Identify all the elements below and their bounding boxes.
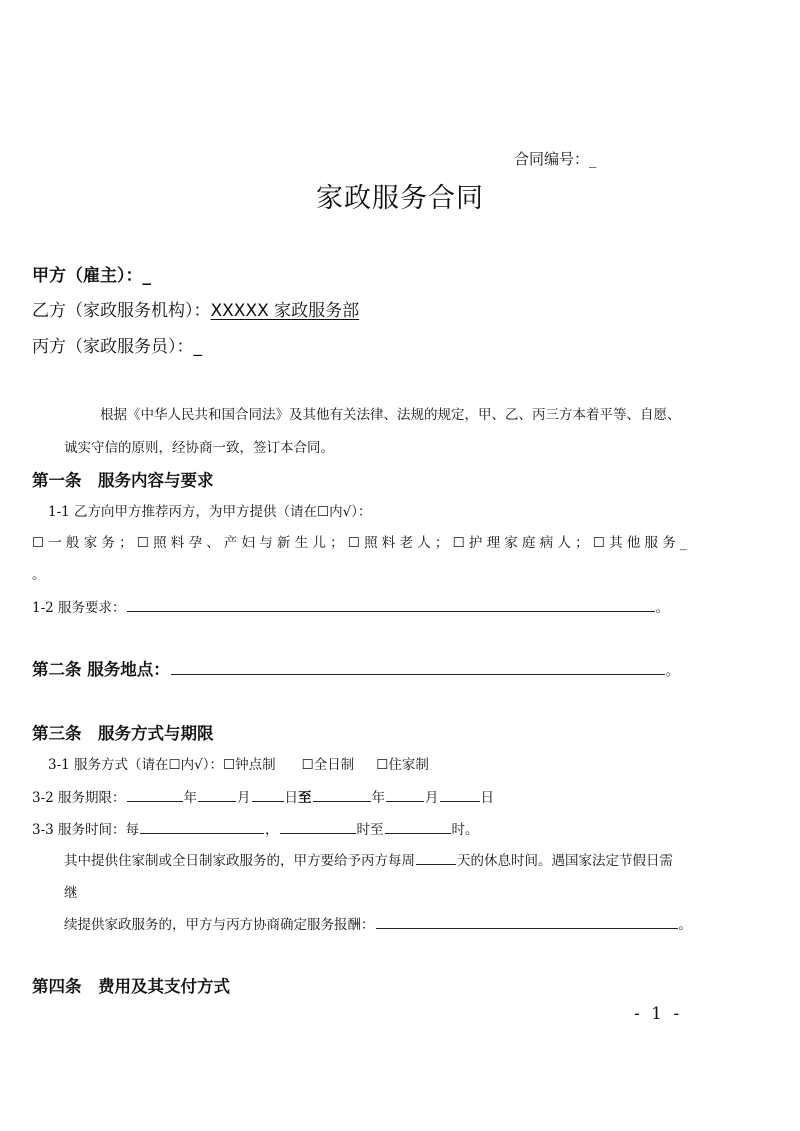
service-time-label: 3-3 服务时间：每 [32, 822, 140, 838]
end-day-unit: 日 [480, 790, 495, 806]
page-number: - 1 - [634, 1004, 683, 1024]
start-year-unit: 年 [183, 790, 198, 806]
holiday-text: 天的休息时间。遇国家法定节假日需 [457, 853, 673, 869]
article-1-item-1: 1-1 乙方向甲方推荐丙方，为甲方提供（请在☐内√）： [48, 504, 372, 520]
service-location-blank[interactable] [171, 660, 665, 675]
start-month-unit: 月 [237, 790, 251, 806]
party-c: 丙方（家政服务员）：_ [32, 337, 202, 357]
end-month-unit: 月 [425, 790, 439, 806]
holiday-pay-end: 。 [678, 917, 692, 933]
service-requirements-blank[interactable] [127, 597, 655, 612]
article-1-options: ☐一般家务；☐照料孕、产妇与新生儿；☐照料老人；☐护理家庭病人；☐其他服务_ [32, 535, 691, 551]
article-3-heading: 第三条 服务方式与期限 [32, 724, 214, 743]
period-to: 至 [298, 790, 312, 806]
article-1-heading: 第一条 服务内容与要求 [32, 471, 214, 490]
end-month-blank[interactable] [386, 787, 424, 802]
preamble-line-2: 诚实守信的原则，经协商一致，签订本合同。 [64, 440, 334, 456]
service-mode-label: 3-1 服务方式（请在☐内√）： [48, 757, 223, 773]
party-b [32, 296, 359, 321]
mode-hourly-checkbox[interactable]: ☐钟点制 [223, 757, 276, 773]
rest-days-blank[interactable] [416, 850, 456, 865]
service-time-end-blank[interactable] [385, 819, 451, 834]
article-3-note-line-1 [64, 849, 673, 869]
start-day-unit: 日 [284, 790, 299, 806]
article-3-item-3 [32, 818, 479, 838]
service-time-to: 时至 [356, 822, 384, 838]
start-day-blank[interactable] [252, 787, 284, 802]
article-3-note-line-3 [64, 913, 692, 933]
article-3-note-line-2: 继 [64, 885, 78, 901]
service-time-start-blank[interactable] [280, 819, 356, 834]
article-2 [32, 656, 679, 680]
page-title: 家政服务合同 [316, 183, 484, 214]
article-1-item-2 [32, 596, 669, 616]
article-1-options-end: 。 [32, 567, 46, 583]
contract-number: 合同编号：_ [514, 150, 597, 168]
article-3-item-1 [48, 753, 429, 773]
article-2-heading: 第二条 服务地点： [32, 660, 170, 679]
party-b-value: XXXXX 家政服务部 [210, 301, 360, 321]
article-4-heading: 第四条 费用及其支付方式 [32, 977, 230, 996]
holiday-pay-text: 续提供家政服务的，甲方与丙方协商确定服务报酬： [64, 917, 375, 933]
service-time-end: 时。 [451, 822, 479, 838]
preamble-line-1: 根据《中华人民共和国合同法》及其他有关法律、法规的规定，甲、乙、丙三方本着平等、自愿、 [100, 407, 681, 423]
holiday-pay-blank[interactable] [376, 914, 678, 929]
end-year-blank[interactable] [313, 787, 371, 802]
end-day-blank[interactable] [440, 787, 480, 802]
service-location-end: 。 [665, 664, 679, 679]
service-period-label: 3-2 服务期限： [32, 790, 126, 806]
service-time-frequency-blank[interactable] [140, 819, 264, 834]
service-requirements-end: 。 [655, 600, 670, 616]
rest-days-text: 其中提供住家制或全日制家政服务的，甲方要给予丙方每周 [64, 853, 415, 869]
service-time-comma: ， [265, 822, 279, 838]
article-3-item-2 [32, 786, 494, 806]
mode-fulltime-checkbox[interactable]: ☐全日制 [301, 757, 355, 773]
party-a: 甲方（雇主）：_ [32, 266, 151, 286]
mode-livein-checkbox[interactable]: ☐住家制 [376, 757, 429, 773]
party-b-label: 乙方（家政服务机构）： [32, 301, 211, 321]
start-year-blank[interactable] [127, 787, 183, 802]
service-requirements-label: 1-2 服务要求： [32, 600, 126, 616]
start-month-blank[interactable] [198, 787, 236, 802]
end-year-unit: 年 [371, 790, 386, 806]
